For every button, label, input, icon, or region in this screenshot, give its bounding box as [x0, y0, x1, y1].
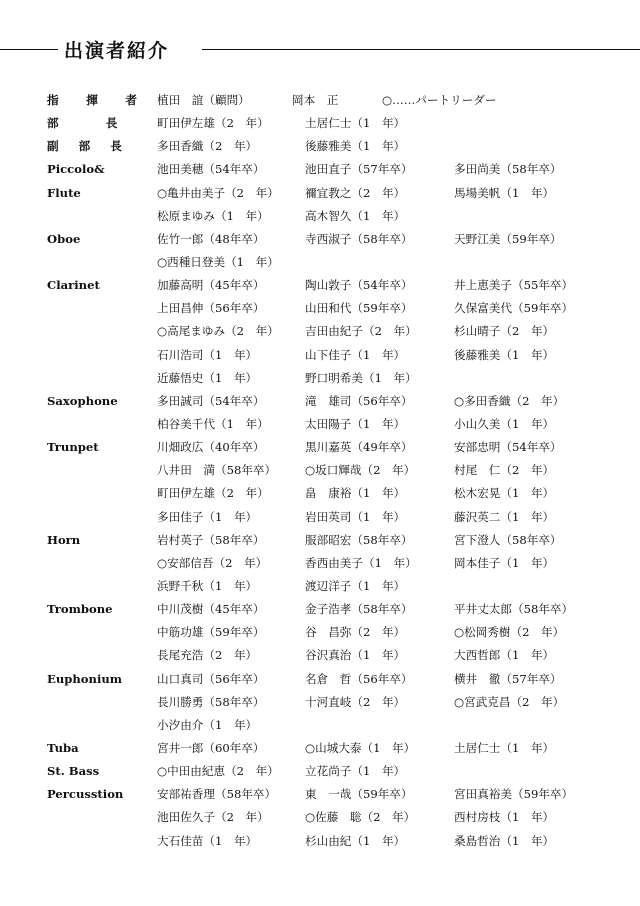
member-row: [0, 277, 640, 300]
member-entry: 宮田真裕美（59年卒）: [454, 787, 574, 802]
member-entry: 陶山敦子（54年卒）: [305, 278, 413, 293]
member-entry: 土居仁士（1 年）: [454, 740, 555, 755]
member-entry: 池田美穂（54年卒）: [157, 162, 265, 177]
member-row: [0, 694, 640, 717]
member-row: [0, 138, 640, 161]
row-label: Clarinet: [47, 278, 100, 293]
member-entry: 中川茂樹（45年卒）: [157, 602, 265, 617]
member-entry: 名倉 哲（56年卒）: [305, 671, 413, 686]
member-entry: 長尾充浩（2 年）: [157, 648, 258, 663]
member-entry: 藤沢英二（1 年）: [454, 509, 555, 524]
member-entry: 滝 雄司（56年卒）: [305, 393, 413, 408]
member-row: [0, 208, 640, 231]
member-entry: 多田尚美（58年卒）: [454, 162, 562, 177]
member-entry: 岩村英子（58年卒）: [157, 532, 265, 547]
member-entry: 馬場美帆（1 年）: [454, 185, 555, 200]
member-entry: 立花尚子（1 年）: [305, 764, 406, 779]
member-entry: 太田陽子（1 年）: [305, 416, 406, 431]
header-rule-right: [202, 49, 640, 50]
member-entry: 杉山由紀（1 年）: [305, 833, 406, 848]
member-entry: 八井田 満（58年卒）: [157, 463, 277, 478]
member-entry: ○宮武克昌（2 年）: [454, 694, 565, 709]
member-row: [0, 809, 640, 832]
member-entry: 土居仁士（1 年）: [305, 116, 406, 131]
row-label: Tuba: [47, 740, 79, 755]
member-entry: ○中田由紀恵（2 年）: [157, 764, 279, 779]
member-entry: 桑島哲治（1 年）: [454, 833, 555, 848]
member-entry: 横井 徹（57年卒）: [454, 671, 562, 686]
row-label: Saxophone: [47, 393, 118, 408]
member-row: [0, 601, 640, 624]
member-entry: 服部昭宏（58年卒）: [305, 532, 413, 547]
member-entry: 岡本佳子（1 年）: [454, 555, 555, 570]
member-row: [0, 300, 640, 323]
conductor-row: [0, 92, 640, 115]
member-entry: 小汐由介（1 年）: [157, 717, 258, 732]
member-entry: 町田伊左雄（2 年）: [157, 486, 269, 501]
row-label: 副 部 長: [47, 139, 130, 154]
member-entry: 佐竹一郎（48年卒）: [157, 231, 265, 246]
member-entry: 天野江美（59年卒）: [454, 231, 562, 246]
member-entry: 山田和代（59年卒）: [305, 301, 413, 316]
page-title: 出演者紹介: [64, 40, 170, 62]
member-row: [0, 393, 640, 416]
member-entry: 松原まゆみ（1 年）: [157, 208, 269, 223]
row-label: Euphonium: [47, 671, 123, 686]
header-rule-left: [0, 49, 58, 50]
member-entry: 長川勝勇（58年卒）: [157, 694, 265, 709]
member-row: [0, 416, 640, 439]
member-entry: 杉山晴子（2 年）: [454, 324, 555, 339]
member-entry: 後藤雅美（1 年）: [454, 347, 555, 362]
member-entry: 山下佳子（1 年）: [305, 347, 406, 362]
conductor-entry: 岡本 正: [292, 93, 339, 107]
member-row: [0, 555, 640, 578]
member-entry: 井上恵美子（55年卒）: [454, 278, 574, 293]
member-entry: ○佐藤 聡（2 年）: [305, 810, 416, 825]
member-entry: 高木智久（1 年）: [305, 208, 406, 223]
member-entry: 村尾 仁（2 年）: [454, 463, 555, 478]
member-entry: 柏谷美千代（1 年）: [157, 416, 269, 431]
member-entry: 久保富美代（59年卒）: [454, 301, 574, 316]
row-label: 指 揮 者: [47, 93, 145, 107]
member-entry: 石川浩司（1 年）: [157, 347, 258, 362]
member-entry: 宮下澄人（58年卒）: [454, 532, 562, 547]
member-row: [0, 185, 640, 208]
member-row: [0, 115, 640, 138]
member-row: [0, 671, 640, 694]
member-row: [0, 717, 640, 740]
member-entry: 加藤高明（45年卒）: [157, 278, 265, 293]
member-row: [0, 231, 640, 254]
member-row: [0, 254, 640, 277]
member-entry: 平井丈太郎（58年卒）: [454, 602, 574, 617]
member-entry: 安部祐香理（58年卒）: [157, 787, 277, 802]
member-entry: 小山久美（1 年）: [454, 416, 555, 431]
member-entry: 多田香織（2 年）: [157, 139, 258, 154]
member-row: [0, 161, 640, 184]
member-entry: 谷 昌弥（2 年）: [305, 625, 406, 640]
member-entry: 谷沢真治（1 年）: [305, 648, 406, 663]
member-entry: 池田佐久子（2 年）: [157, 810, 269, 825]
member-row: [0, 833, 640, 856]
member-entry: 黒川嘉英（49年卒）: [305, 440, 413, 455]
member-row: [0, 786, 640, 809]
member-entry: 寺西淑子（58年卒）: [305, 231, 413, 246]
member-row: [0, 439, 640, 462]
member-entry: 宮井一郎（60年卒）: [157, 740, 265, 755]
member-entry: 香西由美子（1 年）: [305, 555, 417, 570]
row-label: Percusstion: [47, 787, 124, 802]
member-row: [0, 647, 640, 670]
member-row: [0, 370, 640, 393]
row-label: Flute: [47, 185, 81, 200]
member-row: [0, 624, 640, 647]
member-entry: ○高尾まゆみ（2 年）: [157, 324, 279, 339]
member-entry: 吉田由紀子（2 年）: [305, 324, 417, 339]
member-entry: ○多田香織（2 年）: [454, 393, 565, 408]
row-label: Piccolo&: [47, 162, 105, 177]
section-header: [0, 36, 640, 60]
part-leader-note: ○……パートリーダー: [382, 93, 497, 107]
member-entry: 大石佳苗（1 年）: [157, 833, 258, 848]
member-entry: 多田佳子（1 年）: [157, 509, 258, 524]
member-entry: 池田直子（57年卒）: [305, 162, 413, 177]
member-entry: 東 一哉（59年卒）: [305, 787, 413, 802]
conductor-entry: 植田 誼（顧問）: [157, 93, 250, 107]
member-entry: 中筋功雄（59年卒）: [157, 625, 265, 640]
member-entry: ○西種日登美（1 年）: [157, 254, 279, 269]
member-row: [0, 485, 640, 508]
member-entry: ○山城大泰（1 年）: [305, 740, 416, 755]
member-entry: 岩田英司（1 年）: [305, 509, 406, 524]
member-row: [0, 578, 640, 601]
member-entry: 山口真司（56年卒）: [157, 671, 265, 686]
row-label: 部 長: [47, 116, 126, 131]
member-entry: 禰宜教之（2 年）: [305, 185, 406, 200]
performer-list: [0, 92, 640, 856]
member-entry: 金子浩孝（58年卒）: [305, 602, 413, 617]
member-entry: 浜野千秋（1 年）: [157, 578, 258, 593]
member-row: [0, 532, 640, 555]
member-entry: 渡辺洋子（1 年）: [305, 578, 406, 593]
member-entry: 大西哲郎（1 年）: [454, 648, 555, 663]
member-row: [0, 462, 640, 485]
row-label: Trombone: [47, 602, 113, 617]
member-entry: 松木宏晃（1 年）: [454, 486, 555, 501]
member-entry: ○坂口輝哉（2 年）: [305, 463, 416, 478]
member-row: [0, 740, 640, 763]
row-label: Trunpet: [47, 440, 99, 455]
member-row: [0, 323, 640, 346]
member-row: [0, 509, 640, 532]
member-entry: 野口明希美（1 年）: [305, 370, 417, 385]
member-entry: ○松岡秀樹（2 年）: [454, 625, 565, 640]
member-row: [0, 763, 640, 786]
member-entry: 川畑政広（40年卒）: [157, 440, 265, 455]
member-row: [0, 347, 640, 370]
member-entry: 後藤雅美（1 年）: [305, 139, 406, 154]
member-entry: 十河直岐（2 年）: [305, 694, 406, 709]
row-label: Oboe: [47, 231, 81, 246]
row-label: St. Bass: [47, 764, 100, 779]
member-entry: 上田昌伸（56年卒）: [157, 301, 265, 316]
member-entry: 多田誠司（54年卒）: [157, 393, 265, 408]
member-entry: 近藤悟史（1 年）: [157, 370, 258, 385]
member-entry: 安部忠明（54年卒）: [454, 440, 562, 455]
member-entry: 町田伊左雄（2 年）: [157, 116, 269, 131]
member-entry: 畠 康裕（1 年）: [305, 486, 406, 501]
member-entry: ○亀井由美子（2 年）: [157, 185, 279, 200]
member-entry: ○安部信吾（2 年）: [157, 555, 268, 570]
member-entry: 西村房枝（1 年）: [454, 810, 555, 825]
row-label: Horn: [47, 532, 81, 547]
